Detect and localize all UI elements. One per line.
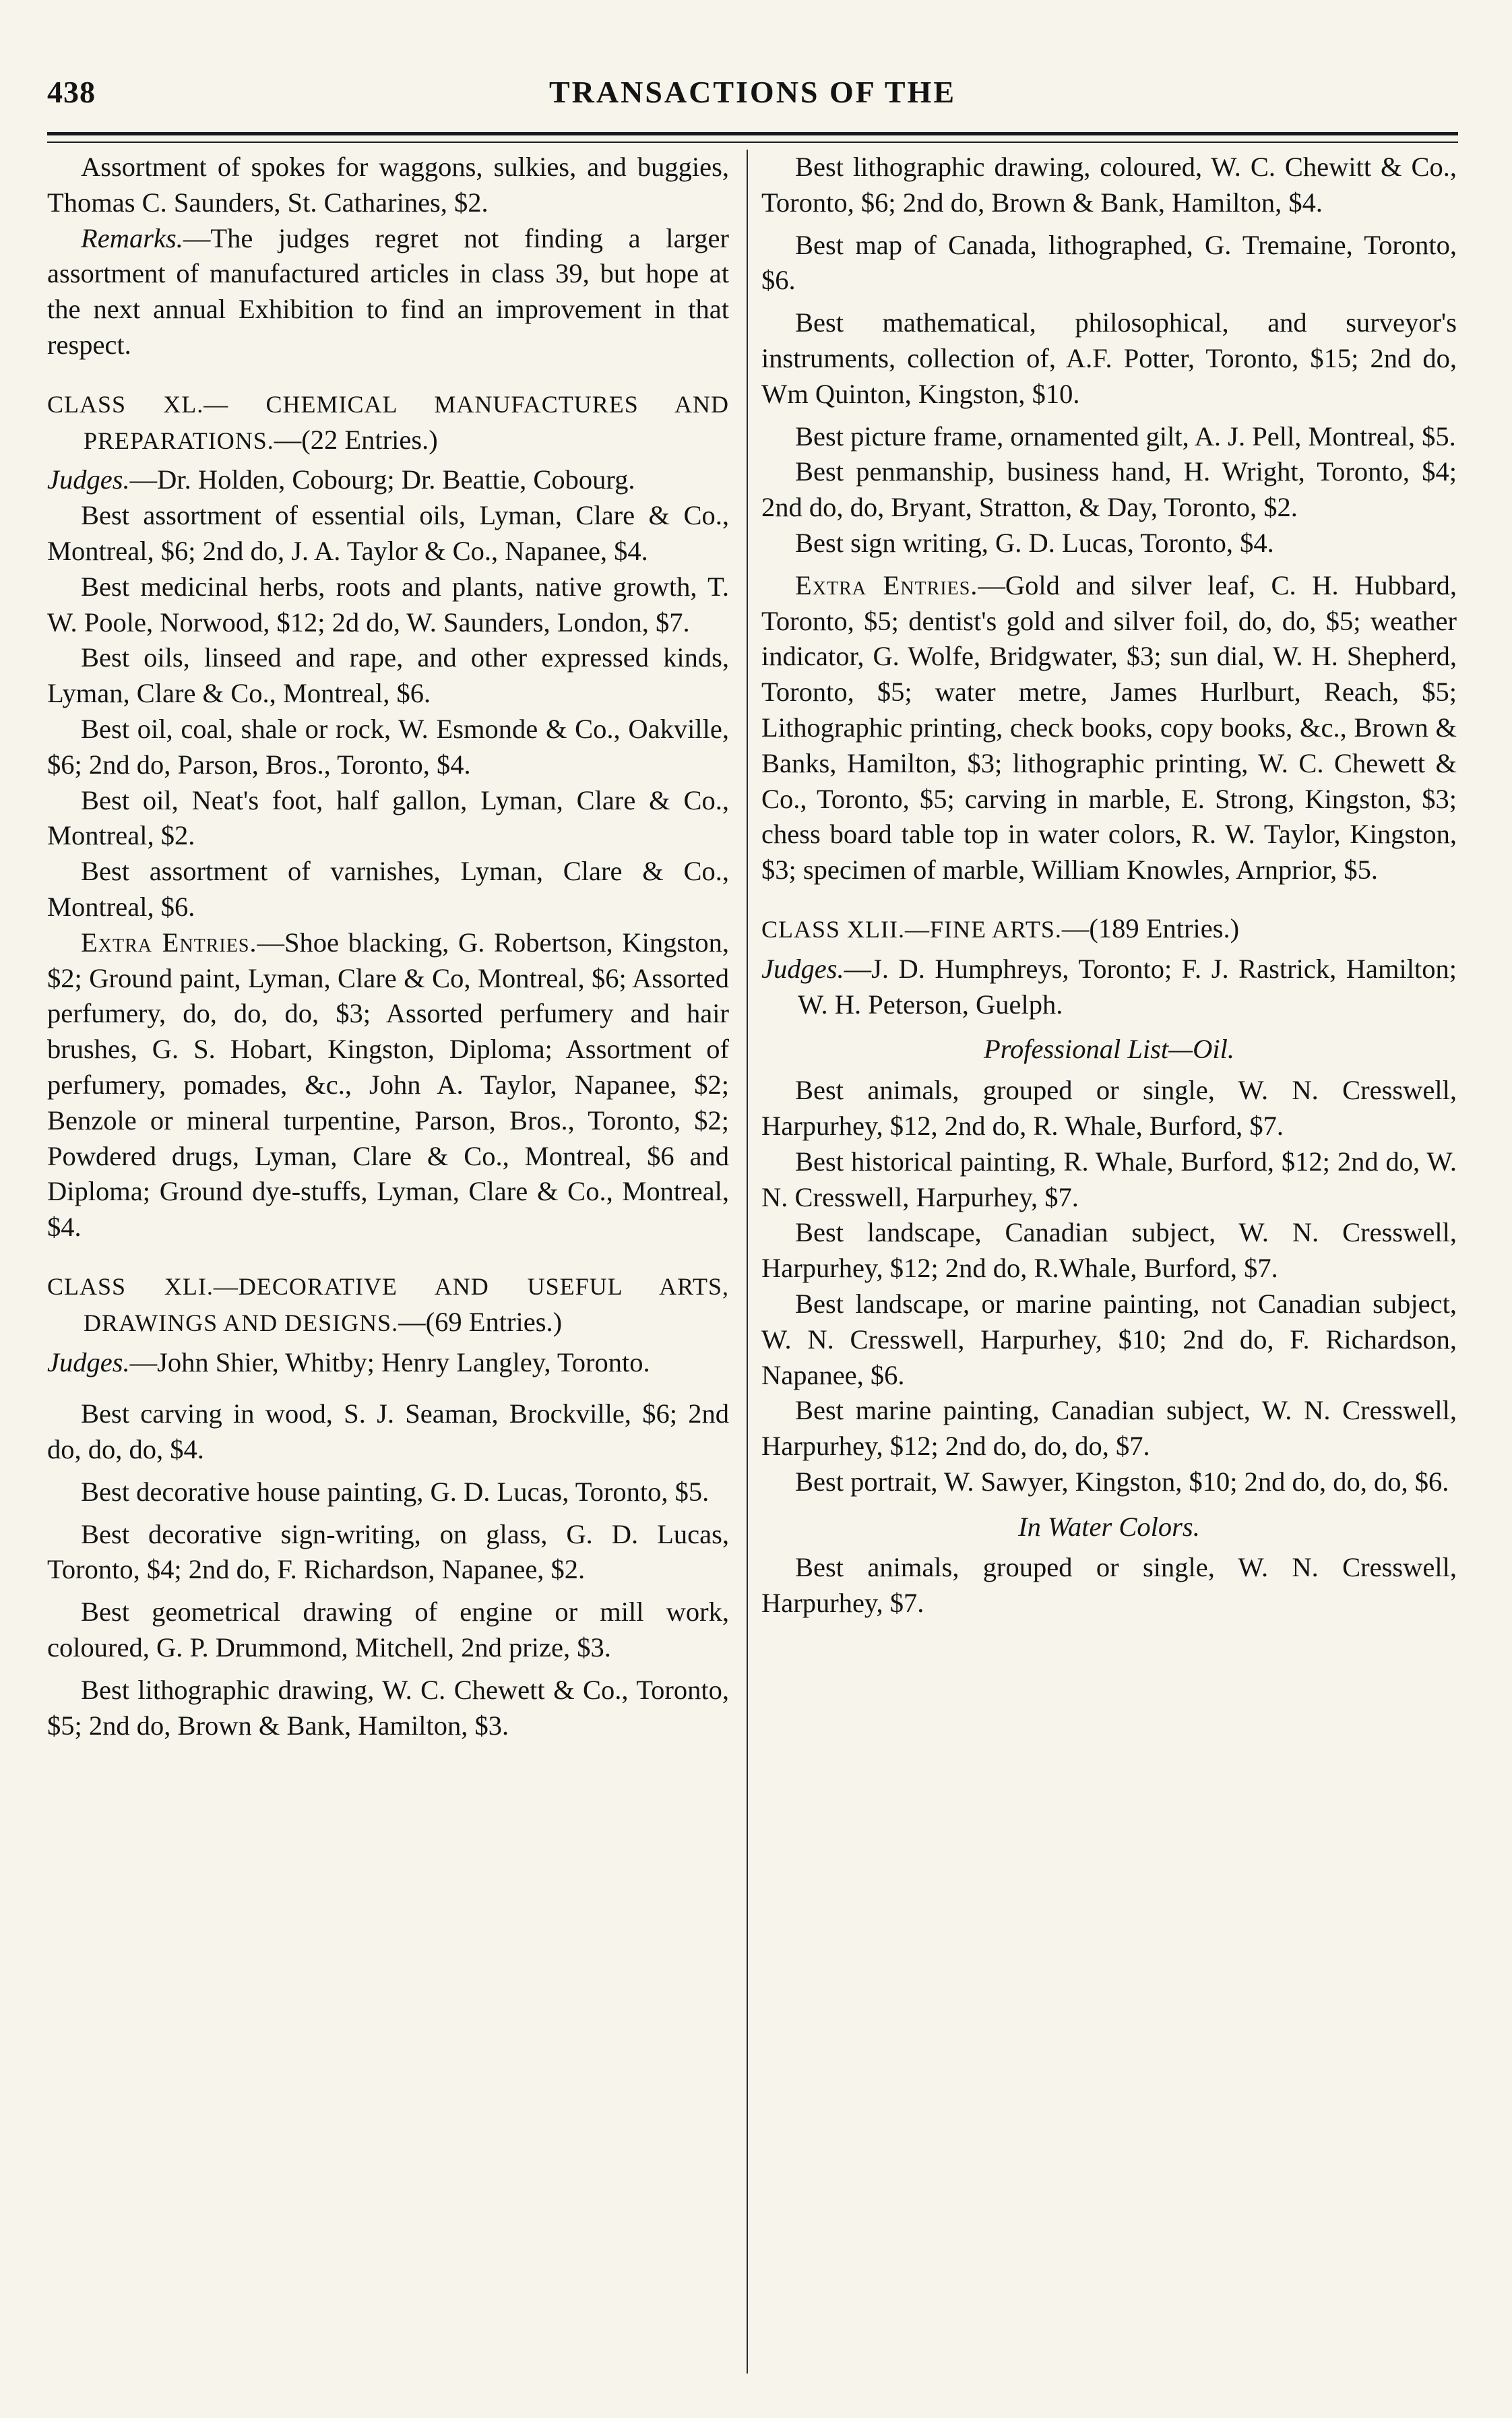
remarks-label: Remarks.: [81, 222, 183, 253]
left-column: [47, 150, 729, 1743]
prize-entry: Best geometrical drawing of engine or mill work, coloured, G. P. Drummond, Mitchell, 2nd prize, $3.: [47, 1596, 729, 1663]
prize-entry: Best landscape, Canadian subject, W. N. Cresswell, Harpurhey, $12; 2nd do, R.Whale, Burford, $7.: [761, 1217, 1457, 1284]
prize-entry: Best oil, Neat's foot, half gallon, Lyman, Clare & Co., Montreal, $2.: [47, 784, 729, 851]
remarks-text: —The judges regret not finding a larger assortment of manufactured articles in class 39, but hope at the next annual Exhibition to find an improvement in that respect.: [47, 222, 729, 360]
entry-count: —(22 Entries.): [274, 424, 438, 455]
prize-entry: Best penmanship, business hand, H. Wright, Toronto, $4; 2nd do, do, Bryant, Stratton, & Day, Toronto, $2.: [761, 456, 1457, 523]
class-heading: [761, 911, 1457, 948]
judges-names: —Dr. Holden, Cobourg; Dr. Beattie, Cobourg.: [129, 464, 635, 495]
running-title: TRANSACTIONS OF THE: [548, 75, 956, 109]
prize-entry: Best map of Canada, lithographed, G. Tremaine, Toronto, $6.: [761, 229, 1457, 296]
page-number: 438: [47, 75, 96, 109]
prize-entry: Best landscape, or marine painting, not Canadian subject, W. N. Cresswell, Harpurhey, $10; 2nd do, F. Richardson, Napanee, $6.: [761, 1288, 1457, 1390]
subheading-water-colors: In Water Colors.: [1018, 1511, 1200, 1542]
prize-entry: Best lithographic drawing, coloured, W. C. Chewitt & Co., Toronto, $6; 2nd do, Brown & Bank, Hamilton, $4.: [761, 152, 1457, 218]
paragraph: Assortment of spokes for waggons, sulkies, and buggies, Thomas C. Saunders, St. Catharines, $2.: [47, 152, 729, 218]
entry-count: —(189 Entries.): [1061, 912, 1240, 943]
prize-entry: Best assortment of essential oils, Lyman, Clare & Co., Montreal, $6; 2nd do, J. A. Taylor & Co., Napanee, $4.: [47, 500, 729, 566]
prize-entry: Best animals, grouped or single, W. N. Cresswell, Harpurhey, $7.: [761, 1552, 1457, 1619]
judges-label: Judges.: [47, 1346, 130, 1377]
prize-entry: Best oil, coal, shale or rock, W. Esmonde & Co., Oakville, $6; 2nd do, Parson, Bros., Toronto, $4.: [47, 713, 729, 780]
extra-entries-label: Extra Entries.: [81, 927, 257, 958]
prize-entry: Best assortment of varnishes, Lyman, Clare & Co., Montreal, $6.: [47, 856, 729, 922]
prize-entry: Best carving in wood, S. J. Seaman, Brockville, $6; 2nd do, do, do, $4.: [47, 1398, 729, 1465]
class-heading: [47, 386, 729, 459]
extra-entries-label: Extra Entries.: [795, 569, 978, 600]
prize-entry: Best marine painting, Canadian subject, W. N. Cresswell, Harpurhey, $12; 2nd do, do, do, $7.: [761, 1395, 1457, 1462]
class-title: CLASS XL.— CHEMICAL MANUFACTURES AND PREPARATIONS.: [47, 390, 729, 454]
class-title: CLASS XLI.—DECORATIVE AND USEFUL ARTS, DRAWINGS AND DESIGNS.: [47, 1272, 729, 1336]
class-heading: [47, 1268, 729, 1341]
judges-names: —John Shier, Whitby; Henry Langley, Toronto.: [129, 1346, 650, 1377]
prize-entry: Best medicinal herbs, roots and plants, native growth, T. W. Poole, Norwood, $12; 2d do, W. Saunders, London, $7.: [47, 571, 729, 638]
prize-entry: Best historical painting, R. Whale, Burford, $12; 2nd do, W. N. Cresswell, Harpurhey, $7.: [761, 1146, 1457, 1212]
prize-entry: Best decorative house painting, G. D. Lucas, Toronto, $5.: [81, 1476, 710, 1507]
header-rule-thick: [47, 132, 1458, 135]
prize-entry: Best portrait, W. Sawyer, Kingston, $10; 2nd do, do, do, $6.: [795, 1466, 1449, 1497]
extra-entries-text: —Gold and silver leaf, C. H. Hubbard, Toronto, $5; dentist's gold and silver foil, do, do, $5; weather indicator, G. Wolfe, Bridgwater, $3; sun dial, W. H. Shepherd, Toronto, $5; water metre, James Hurlburt, Reach, $5; Lithographic printing, check books, copy books, &c., Brown & Banks, Hamilton, $3; lithographic printing, W. C. Chewett & Co., Toronto, $5; carving in marble, E. Strong, Kingston, $3; chess board table top in water colors, R. W. Taylor, Kingston, $3; specimen of marble, William Knowles, Arnprior, $5.: [761, 569, 1457, 886]
entry-count: —(69 Entries.): [398, 1306, 563, 1337]
judges-names: —J. D. Humphreys, Toronto; F. J. Rastrick, Hamilton; W. H. Peterson, Guelph.: [798, 953, 1457, 1020]
judges-line: [761, 952, 1457, 1023]
extra-entries-text: —Shoe blacking, G. Robertson, Kingston, $2; Ground paint, Lyman, Clare & Co, Montreal, $6; Assorted perfumery, do, do, do, $3; Assorted perfumery and hair brushes, G. S. Hobart, Kingston, Diploma; Assortment of perfumery, pomades, &c., John A. Taylor, Napanee, $2; Benzole or mineral turpentine, Parson, Bros., Toronto, $2; Powdered drugs, Lyman, Clare & Co., Montreal, $6 and Diploma; Ground dye-stuffs, Lyman, Clare & Co., Montreal, $4.: [47, 927, 729, 1243]
judges-label: Judges.: [47, 464, 130, 495]
column-divider: [747, 150, 748, 2374]
right-column: [761, 150, 1457, 1621]
prize-entry: Best picture frame, ornamented gilt, A. J. Pell, Montreal, $5.: [795, 421, 1456, 452]
subheading-oil: Professional List—Oil.: [983, 1034, 1235, 1065]
header-rule-thin: [47, 142, 1458, 143]
running-head: [47, 74, 1458, 121]
prize-entry: Best sign writing, G. D. Lucas, Toronto, $4.: [795, 527, 1274, 558]
prize-entry: Best mathematical, philosophical, and surveyor's instruments, collection of, A.F. Potter, Toronto, $15; 2nd do, Wm Quinton, Kingston, $10.: [761, 307, 1457, 409]
prize-entry: Best decorative sign-writing, on glass, G. D. Lucas, Toronto, $4; 2nd do, F. Richardson, Napanee, $2.: [47, 1518, 729, 1585]
judges-line: [47, 462, 729, 498]
remarks-paragraph: [47, 221, 729, 363]
prize-entry: Best oils, linseed and rape, and other expressed kinds, Lyman, Clare & Co., Montreal, $6.: [47, 642, 729, 709]
prize-entry: Best lithographic drawing, W. C. Chewett & Co., Toronto, $5; 2nd do, Brown & Bank, Hamilton, $3.: [47, 1674, 729, 1741]
judges-label: Judges.: [761, 953, 844, 984]
extra-entries: [47, 925, 729, 1245]
prize-entry: Best animals, grouped or single, W. N. Cresswell, Harpurhey, $12, 2nd do, R. Whale, Burford, $7.: [761, 1075, 1457, 1141]
judges-line: [47, 1345, 729, 1381]
extra-entries: [761, 568, 1457, 888]
class-title: CLASS XLII.—FINE ARTS.: [761, 915, 1062, 943]
